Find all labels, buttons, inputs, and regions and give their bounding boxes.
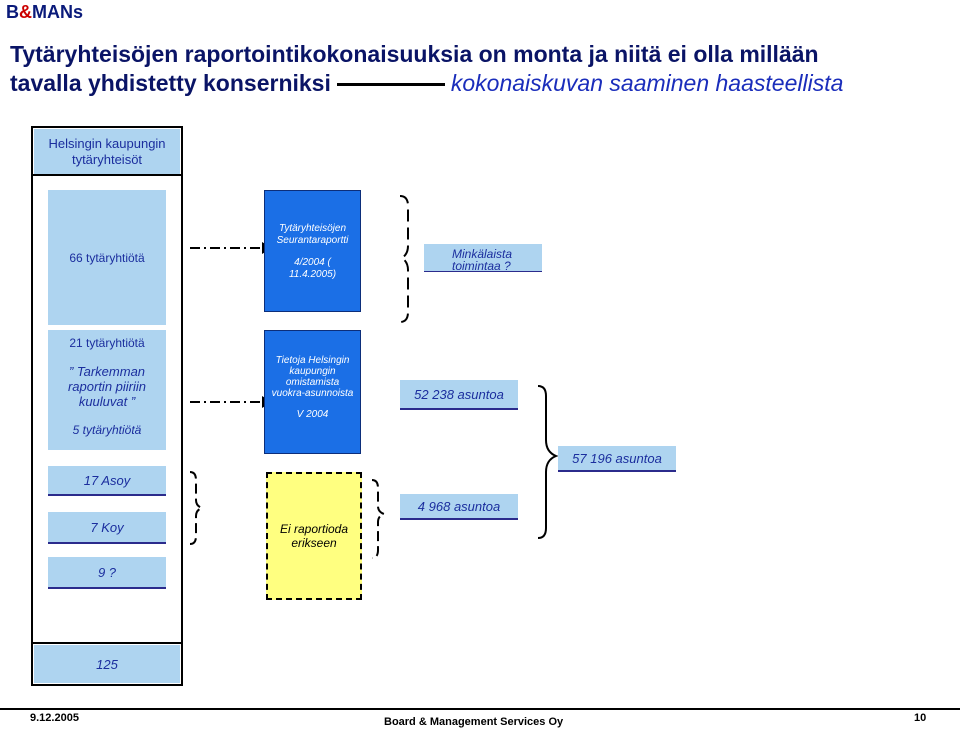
footer-divider [0,708,960,710]
housing-report-doc [264,330,361,454]
group-header-box [34,129,180,174]
apartments-52238-text: 52 238 asuntoa [414,386,504,402]
group-header-text: Helsingin kaupungin tytäryhteisöt [48,135,166,167]
subsidiaries-66-box [48,190,166,325]
title-line-1: Tytäryhteisöjen raportointikokonaisuuksia on monta ja niitä ei olla millään [10,41,819,67]
title-line-2-italic: kokonaiskuvan saaminen haasteellista [450,70,844,96]
footer-date: 9.12.2005 [30,712,79,724]
title-line-2-plain: tavalla yhdistetty konserniksi [10,70,331,96]
footer-company: Board & Management Services Oy [384,716,564,728]
housing-report-title: Tietoja Helsingin kaupungin omistamista vuokra-asunnoista [271,355,354,399]
apartments-4968-label [400,494,518,520]
apartments-52238-label [400,380,518,410]
operations-text: Minkälaista toimintaa ? [452,247,513,273]
no-report-doc [266,472,362,600]
koy-box [48,512,166,544]
monitoring-report-doc [264,190,361,312]
brand-suffix: MANs [32,2,84,22]
unknown-text: 9 ? [97,564,117,580]
apartments-total-label [558,446,676,472]
operations-label [424,244,542,272]
apartments-total-text: 57 196 asuntoa [572,450,662,466]
subsidiaries-66-text: 66 tytäryhtiötä [69,250,145,265]
koy-text: 7 Koy [90,519,124,535]
subsidiaries-5-text: 5 tytäryhtiötä [72,423,142,437]
monitoring-report-date: 4/2004 ( 11.4.2005) [288,257,337,280]
subsidiaries-21-desc: ” Tarkemman raportin piiriin kuuluvat ” [67,364,147,409]
asoy-text: 17 Asoy [83,472,131,488]
subsidiaries-21-box [48,330,166,450]
no-report-text: Ei raportioda erikseen [279,522,349,550]
total-text: 125 [96,656,118,672]
housing-report-date: V 2004 [296,409,329,420]
apartments-4968-text: 4 968 asuntoa [417,498,501,514]
brand-prefix: B [6,2,19,22]
footer-page-number: 10 [914,712,927,724]
asoy-box [48,466,166,496]
unknown-box [48,557,166,589]
total-box [34,645,180,683]
subsidiaries-21-count: 21 tytäryhtiötä [69,336,145,350]
monitoring-report-title: Tytäryhteisöjen Seurantaraportti [276,223,349,246]
brand-amp: & [19,2,32,22]
